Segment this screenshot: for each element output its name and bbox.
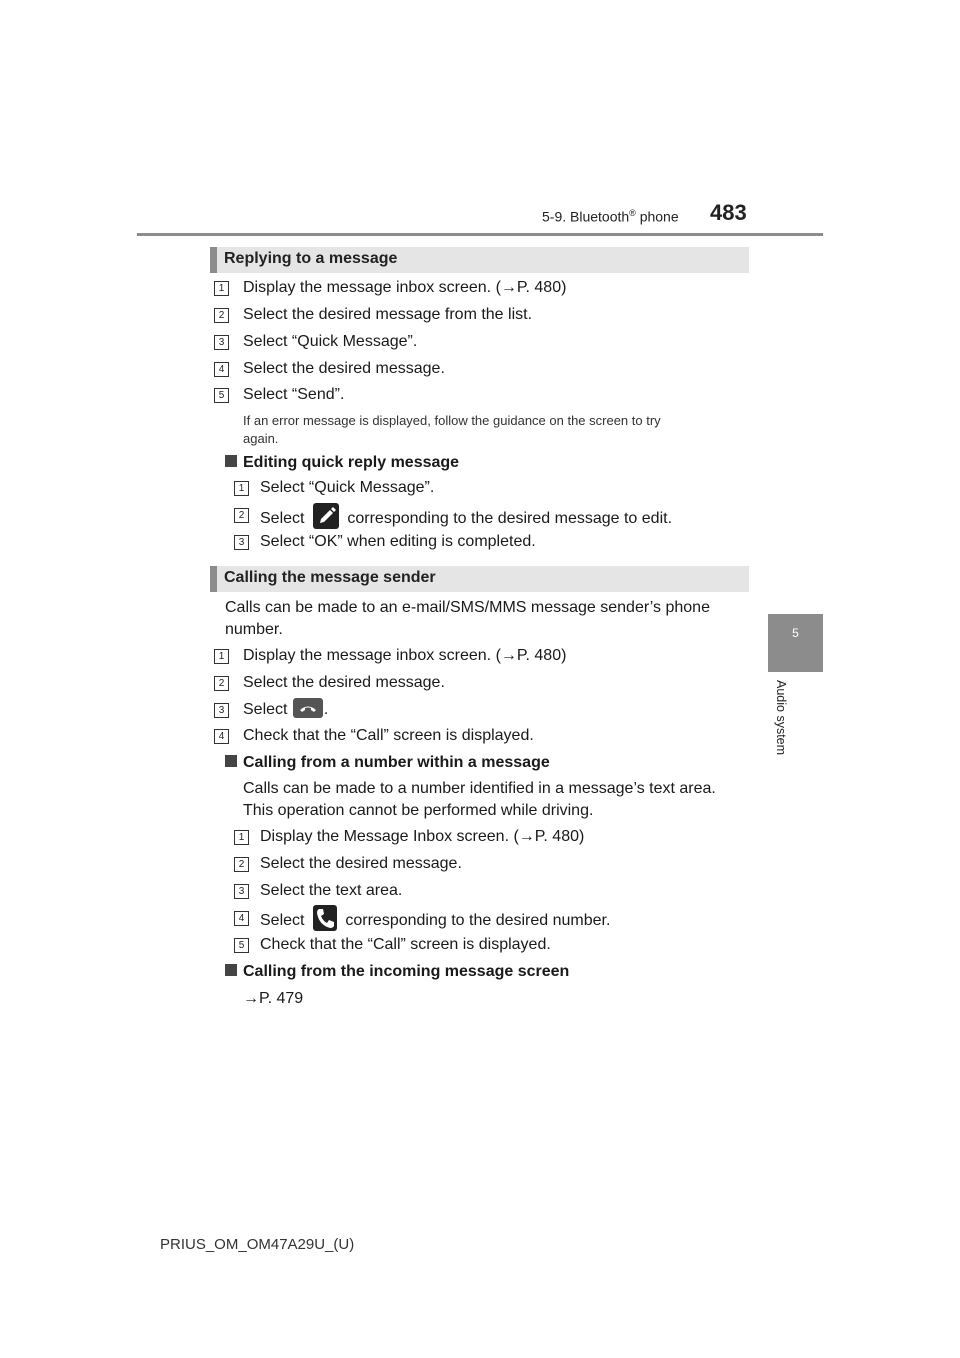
step-text: Select the desired message from the list.	[243, 306, 533, 323]
step-number: 3	[234, 884, 249, 899]
step-text: Display the Message Inbox screen. (→P. 480)	[260, 828, 585, 845]
document-code: PRIUS_OM_OM47A29U_(U)	[160, 1236, 355, 1253]
step-number: 5	[214, 388, 229, 403]
step-number: 4	[214, 362, 229, 377]
phone-icon	[313, 905, 337, 931]
step-number: 1	[234, 830, 249, 845]
step-text: Select “OK” when editing is completed.	[260, 533, 536, 550]
step-text: Check that the “Call” screen is displayed.	[260, 936, 551, 953]
step-number: 2	[214, 308, 229, 323]
subsection-heading-from-number: Calling from a number within a message	[225, 754, 550, 772]
square-bullet-icon	[225, 455, 237, 467]
step-text: Select “Quick Message”.	[260, 479, 435, 496]
subsection-heading-editing: Editing quick reply message	[225, 454, 459, 472]
pencil-icon	[313, 503, 339, 529]
step-text: Select “Quick Message”.	[243, 333, 418, 350]
step-number: 3	[214, 335, 229, 350]
page-number: 483	[710, 200, 747, 225]
intro-text: Calls can be made to an e-mail/SMS/MMS message sender’s phone	[225, 599, 710, 616]
step-number: 3	[234, 535, 249, 550]
body-text: Calls can be made to a number identified in a message’s text area.	[243, 780, 716, 797]
intro-text: number.	[225, 621, 283, 638]
step-number: 2	[234, 508, 249, 523]
step-text: Check that the “Call” screen is displayed.	[243, 727, 534, 744]
step-text: Select the desired message.	[243, 674, 445, 691]
step-text: Display the message inbox screen. (→P. 480)	[243, 647, 567, 664]
step-text: Select the desired message.	[243, 360, 445, 377]
phone-button-icon	[293, 698, 323, 718]
step-number: 3	[214, 703, 229, 718]
step-text: Select the desired message.	[260, 855, 462, 872]
step-text: Select “Send”.	[243, 386, 345, 403]
step-number: 1	[234, 481, 249, 496]
step-text: Select .	[243, 700, 328, 720]
subsection-heading-from-incoming: Calling from the incoming message screen	[225, 963, 569, 981]
step-number: 1	[214, 649, 229, 664]
step-text: Select corresponding to the desired message to edit.	[260, 506, 672, 532]
step-text: Select the text area.	[260, 882, 403, 899]
square-bullet-icon	[225, 755, 237, 767]
step-number: 2	[234, 857, 249, 872]
note-text: again.	[243, 431, 279, 446]
step-text: Select corresponding to the desired number.	[260, 908, 610, 934]
step-number: 5	[234, 938, 249, 953]
chapter-tab	[768, 614, 823, 672]
chapter-tab-number: 5	[792, 626, 799, 640]
header-rule	[137, 233, 823, 236]
square-bullet-icon	[225, 964, 237, 976]
note-text: If an error message is displayed, follow the guidance on the screen to try	[243, 413, 661, 428]
step-number: 4	[234, 911, 249, 926]
step-text: Display the message inbox screen. (→P. 480)	[243, 279, 567, 296]
step-number: 2	[214, 676, 229, 691]
step-number: 4	[214, 729, 229, 744]
body-text: This operation cannot be performed while driving.	[243, 802, 594, 819]
section-heading-calling: Calling the message sender	[210, 566, 749, 592]
chapter-tab-label: Audio system	[774, 680, 788, 756]
section-heading-replying: Replying to a message	[210, 247, 749, 273]
step-number: 1	[214, 281, 229, 296]
section-title: 5-9. Bluetooth® phone	[542, 208, 679, 225]
page-reference: →P. 479	[243, 990, 304, 1007]
